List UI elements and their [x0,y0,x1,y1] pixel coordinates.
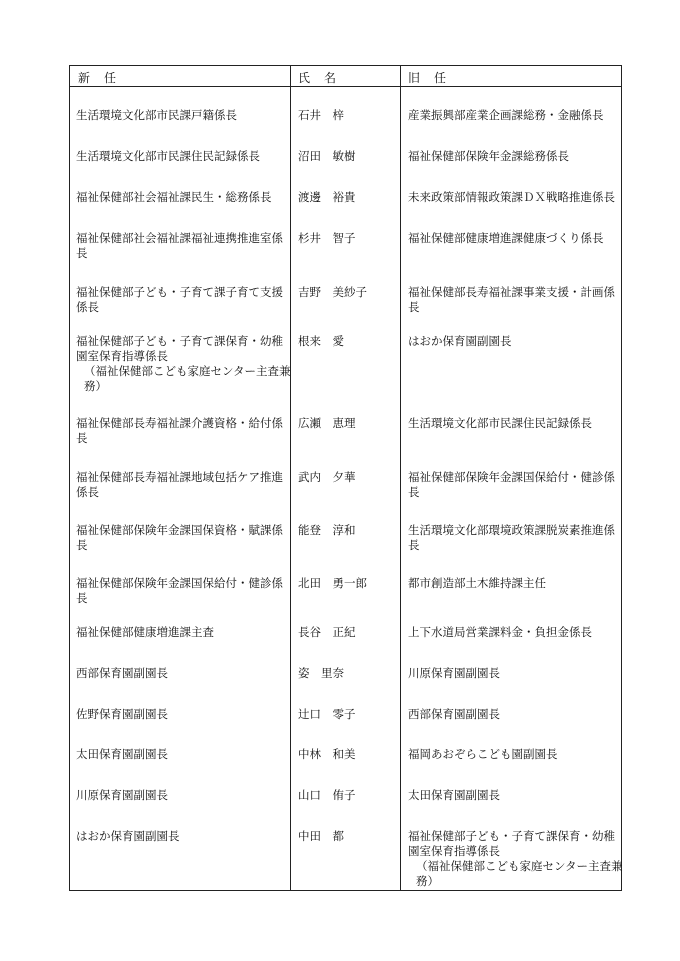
personnel-table [69,65,622,891]
person-name: 根来 愛 [298,334,344,348]
old-position-cell-line: 福祉保健部保険年金課総務係長 [408,149,569,163]
person-name: 山口 侑子 [298,788,356,802]
new-position-cell-line: 生活環境文化部市民課住民記録係長 [76,149,260,163]
header-old-position: 旧 任 [408,71,448,85]
old-position-cell-line: 福祉保健部長寿福祉課事業支援・計画係 [408,285,615,299]
new-position-cell [76,334,291,394]
old-position-cell [408,747,618,762]
new-position-cell [76,149,286,164]
new-position-cell-line: 福祉保健部長寿福祉課介護資格・給付係 [76,416,283,430]
old-position-cell [408,625,618,640]
old-position-cell [408,108,618,123]
new-position-cell-line: 福祉保健部健康増進課主査 [76,625,214,639]
person-name: 渡邊 裕貴 [298,190,356,204]
new-position-cell-line: 生活環境文化部市民課戸籍係長 [76,108,237,122]
new-position-cell-line: 佐野保育園副園長 [76,707,168,721]
old-position-cell-line: 長 [408,485,420,499]
old-position-cell [408,190,618,205]
new-position-cell [76,788,286,803]
old-position-cell [408,666,618,681]
new-position-cell-line: 福祉保健部長寿福祉課地域包括ケア推進 [76,470,283,484]
new-position-cell [76,829,286,844]
new-position-cell [76,666,286,681]
old-position-cell [408,334,618,349]
person-name: 姿 里奈 [298,666,344,680]
old-position-cell-line: 長 [408,300,420,314]
new-position-cell-line: 長 [76,246,88,260]
new-position-cell [76,108,286,123]
new-position-cell [76,625,286,640]
old-position-cell [408,285,618,315]
new-position-cell [76,576,286,606]
old-position-cell [408,416,618,431]
old-position-cell [408,149,618,164]
new-position-cell [76,285,286,315]
old-position-cell [408,231,618,246]
new-position-cell [76,190,286,205]
old-position-cell-note: 務） [416,874,439,888]
person-name: 中林 和美 [298,747,356,761]
person-name: 沼田 敏樹 [298,149,356,163]
old-position-cell-line: 園室保育指導係長 [408,844,500,858]
person-name: 杉井 智子 [298,231,356,245]
new-position-cell-line: 福祉保健部保険年金課国保資格・賦課係 [76,523,283,537]
old-position-cell-line: 川原保育園副園長 [408,666,500,680]
old-position-cell [408,576,618,591]
new-position-cell-line: 長 [76,591,88,605]
old-position-cell [408,829,623,889]
old-position-cell [408,788,618,803]
old-position-cell-line: 福祉保健部健康増進課健康づくり係長 [408,231,604,245]
person-name: 吉野 美紗子 [298,285,367,299]
person-name: 中田 都 [298,829,344,843]
new-position-cell-line: 園室保育指導係長 [76,349,168,363]
old-position-cell [408,707,618,722]
new-position-cell [76,747,286,762]
old-position-cell-line: 福祉保健部子ども・子育て課保育・幼稚 [408,829,615,843]
new-position-cell-line: 係長 [76,300,99,314]
new-position-cell-line: 福祉保健部社会福祉課民生・総務係長 [76,190,272,204]
person-name: 辻口 零子 [298,707,356,721]
old-position-cell-line: 福岡あおぞらこども園副園長 [408,747,558,761]
new-position-cell-line: はおか保育園副園長 [76,829,180,843]
person-name: 能登 淳和 [298,523,356,537]
old-position-cell-line: 生活環境文化部環境政策課脱炭素推進係 [408,523,615,537]
new-position-cell-line: 福祉保健部保険年金課国保給付・健診係 [76,576,283,590]
table-header [70,66,621,87]
person-name: 石井 梓 [298,108,344,122]
column-divider [400,66,401,890]
new-position-cell-line: 係長 [76,485,99,499]
old-position-cell-note: （福祉保健部こども家庭センター主査兼 [416,859,623,873]
old-position-cell-line: 上下水道局営業課料金・負担金係長 [408,625,592,639]
new-position-cell [76,231,286,261]
new-position-cell-line: 福祉保健部子ども・子育て課子育て支援 [76,285,283,299]
old-position-cell-line: 福祉保健部保険年金課国保給付・健診係 [408,470,615,484]
person-name: 広瀬 恵理 [298,416,356,430]
header-new-position: 新 任 [78,71,118,85]
person-name: 武内 夕華 [298,470,356,484]
old-position-cell-line: 生活環境文化部市民課住民記録係長 [408,416,592,430]
old-position-cell-line: 都市創造部土木維持課主任 [408,576,546,590]
new-position-cell [76,470,286,500]
old-position-cell-line: 西部保育園副園長 [408,707,500,721]
old-position-cell-line: はおか保育園副園長 [408,334,512,348]
new-position-cell-line: 西部保育園副園長 [76,666,168,680]
person-name: 北田 勇一郎 [298,576,367,590]
new-position-cell-line: 長 [76,431,88,445]
old-position-cell-line: 太田保育園副園長 [408,788,500,802]
old-position-cell [408,470,618,500]
new-position-cell-line: 太田保育園副園長 [76,747,168,761]
new-position-cell-line: 福祉保健部社会福祉課福祉連携推進室係 [76,231,283,245]
new-position-cell-note: （福祉保健部こども家庭センター主査兼 [84,364,291,378]
new-position-cell [76,523,286,553]
header-name: 氏 名 [298,71,338,85]
person-name: 長谷 正紀 [298,625,356,639]
old-position-cell-line: 未来政策部情報政策課ＤＸ戦略推進係長 [408,190,615,204]
old-position-cell-line: 産業振興部産業企画課総務・金融係長 [408,108,604,122]
new-position-cell [76,416,286,446]
new-position-cell [76,707,286,722]
column-divider [290,66,291,890]
new-position-cell-note: 務） [84,379,107,393]
new-position-cell-line: 川原保育園副園長 [76,788,168,802]
new-position-cell-line: 長 [76,538,88,552]
old-position-cell-line: 長 [408,538,420,552]
old-position-cell [408,523,618,553]
new-position-cell-line: 福祉保健部子ども・子育て課保育・幼稚 [76,334,283,348]
